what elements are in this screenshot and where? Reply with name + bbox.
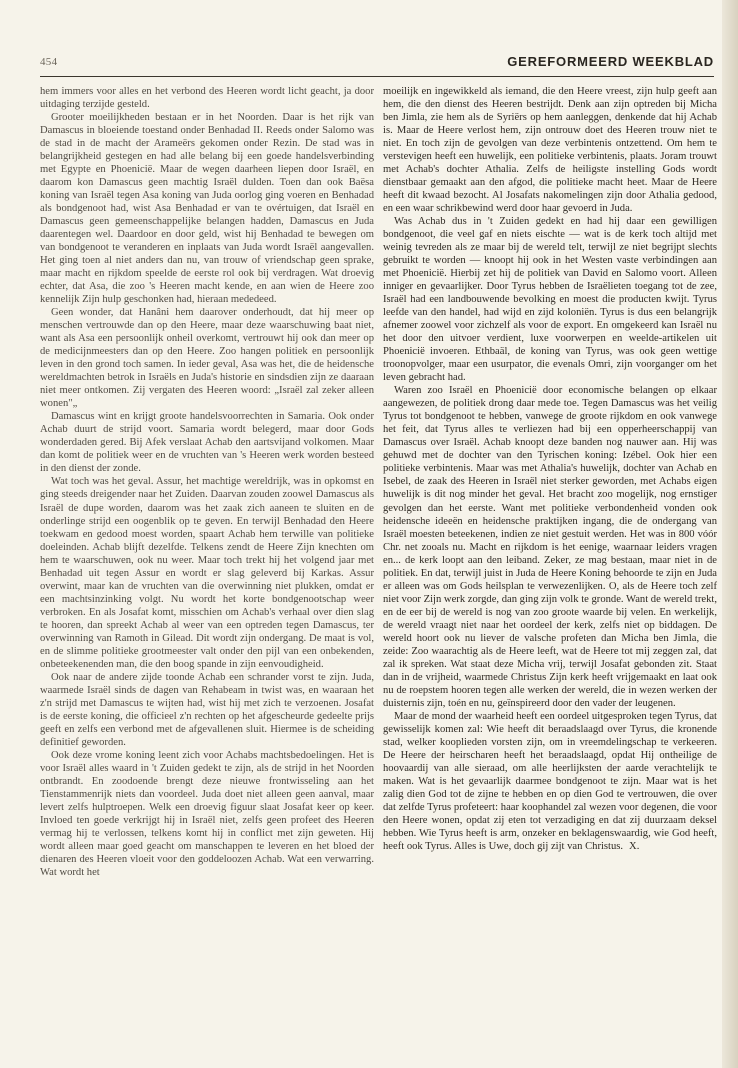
running-header — [40, 56, 714, 78]
left-column — [40, 85, 374, 879]
paragraph: Wat toch was het geval. Assur, het machtige wereldrijk, was in opkomst en ging steeds dreigender naar het Zuiden. Daarvan zouden zoowel Damascus als Israël de dupe worden, daarom was het zaak zich aaneen te sluiten en de onderlinge strijd een oogenblik op te geven. En terwijl Benhadad den Heere toekwam en gedood moest worden, spaart Achab hem terwille van politieke doeleinden. Achab blijft dezelfde. Telkens zendt de Heere Zijn knechten om hem te waarschuwen, ook nu weer. Maar toch trekt hij het volgend jaar met Benhadad uit tegen Assur en wordt er slag geleverd bij Karkas. Assur overwint, maar kan de vruchten van die overwinning niet plukken, omdat er een machtsinzinking volgt. Nu wordt het korte bondgenootschap weer verbroken. En als Josafat komt, misschien om Achab's verhaal over dien slag te hooren, dan spreekt Achab al weer van een optreden tegen Damascus, ter overwinning van Ramoth in Gilead. Dit wordt zijn ondergang. De maat is vol, en de slimme politieke grootmeester valt onder den pijl van een onbekenden, onbeteekenenden man, die den boog spande in zijn eenvoudigheid. — [40, 476, 374, 670]
paragraph: Grooter moeilijkheden bestaan er in het Noorden. Daar is het rijk van Damascus in bloeiende toestand onder Benhadad II. Reeds onder Salomo was de stad in de macht der Arameërs gekomen onder Rezin. De stad was in belangrijkheid gestegen en had alle belang bij een goede handelsverbinding met Egypte en Phoenicië. Maar de wegen daarheen liepen door Israël, en daarom kon Damascus geen machtig Israël dulden. Toen dan ook Baësa koning van Israël tegen Asa koning van Juda oorlog ging voeren en Benhadad als bondgenoot had, wist Asa Benhadad er van te ovértuigen, dat Israël en Damascus geen gemeenschappelijke belangen hadden, Damascus en Juda daarentegen wel. Daardoor en door geld, wist hij Benhadad te bewegen om van bondgenoot te veranderen en inplaats van Juda wordt Israël aangevallen. Het ging toen al niet anders dan nu, van trouw of vriendschap geen sprake, maar macht en rijkdom speelde de eerste rol ook bij verdragen. Wat droevig echter, dat Asa, die zoo 's Heeren macht kende, en aan wien de Heere zoo kennelijk Zijn hulp geschonken had, hieraan mededeed. — [40, 112, 374, 306]
journal-title: GEREFORMEERD WEEKBLAD — [507, 54, 714, 69]
paragraph: hem immers voor alles en het verbond des Heeren wordt licht geacht, ja door uitdaging terzijde gesteld. — [40, 86, 374, 111]
paragraph: Ook naar de andere zijde toonde Achab een schrander vorst te zijn. Juda, waarmede Israël sinds de dagen van Rehabeam in twist was, en waaraan het z'n strijd met Damascus te wijten had, wist hij met zich te verzoenen. Josafat is de eerste koning, die officieel z'n rechten op het afgescheurde gedeelte prijs geeft en zelfs een verbond met de afgevallenen sluit. Hiermee is de scheiding definitief geworden. — [40, 671, 374, 748]
author-signature: X. — [629, 840, 640, 852]
paragraph: Was Achab dus in 't Zuiden gedekt en had hij daar een gewilligen bondgenoot, die veel gaf en niets eischte — wat is de kerk toch altijd met weinig tevreden als ze maar bij de wereld telt, terwijl ze niet begrijpt slechts gebruikt te worden — knoopt hij ook in het Westen vaste verbindingen aan met Phoenicië. Hierbij zet hij de politiek van David en Salomo voort. Alleen inniger en gevaarlijker. Door Tyrus hebben de Israëlieten toegang tot de zee, Israël had een landbouwende bevolking en moest die producten kwijt. Tyrus leefde van den handel, had wijd en zijd koloniën. Tyrus is dus een belangrijk afnemer zoowel voor zichzelf als voor de export. En omgekeerd kan Israël nu het door den uitvoer verdient, luxe voorwerpen en weelde-artikelen uit Phoenicië invoeren. Ethbaäl, de koning van Tyrus, was ook geen wettige troonopvolger, maar een usurpator, die evenals Omri, zijn voorganger om het leven gebracht had. — [383, 216, 717, 384]
paragraph — [383, 710, 717, 853]
closing-paragraph-text: Maar de mond der waarheid heeft een oordeel uitgesproken tegen Tyrus, dat gewisselijk komen zal: Wie heeft dit beraadslaagd over Tyrus, die kronende stad, welker kooplieden vorsten zijn, om in vreemdelingschap te verkeeren. De Heere der heirscharen heeft het beraadslaagd, opdat Hij ontheilige de hoovaardij van alle sieraad, om alle heerlijksten der aarde verachtelijk te maken. Wat is het gevaarlijk daarmee bondgenoot te zijn. Maar wat is het zalig dien God tot de zijne te hebben en op dien God te vertrouwen, die over dat zelfde Tyrus profeteert: haar koophandel zal wezen voor degenen, die voor den Heere wonen, opdat zij eten tot verzadiging en dat zij duurzaam deksel hebben. Wie Tyrus heeft is arm, onzeker en beklagenswaardig, wie God heeft, heeft ook Tyrus. Alles is Uwe, doch gij zijt van Christus. — [383, 710, 717, 852]
header-rule — [40, 76, 714, 77]
paragraph: moeilijk en ingewikkeld als iemand, die den Heere vreest, zijn hulp geeft aan hem, die den dienst des Heeren bestrijdt. Denk aan zijn optreden bij Micha ben Jimla, zie hem als de Syriërs op hem aanleggen, denkende dat hij Achab is. Maar de Heere verlost hem, zijn ontrouw doet des Heeren trouw niet te niet. En toch zijn de gevolgen van deze verbintenis ontzettend. Om hem te verstevigen heeft een huwelijk, een politieke verbintenis, plaats. Joram trouwt met Achab's dochter Athalia. Zelfs de heiligste instelling Gods wordt dienstbaar gemaakt aan den afgod, die politieke macht heet. Maar de Heere heeft dit kwaad bezocht. Al Josafats nakomelingen zijn door Athalia gedood, en een waar schrikbewind werd door haar gevoerd in Juda. — [383, 86, 717, 215]
paragraph: Waren zoo Israël en Phoenicië door economische belangen op elkaar aangewezen, de politiek drong daar mede toe. Tegen Damascus was het veilig Tyrus tot bondgenoot te hebben, vanwege de groote rijkdom en ook vanwege het feit, dat Tyrus alles te verliezen had bij een opperheerschappij van Damascus over Israël. Achab knoopt deze banden nog nauwer aan. Hij was gehuwd met de dochter van den Tyrischen koning: Izébel. Ook hier een politieke verbintenis. Maar was met Athalia's huwelijk, dochter van Achab en Isebel, de zaak des Heeren in Israël niet sterker geworden, met Achabs eigen huwelijk is dit nog minder het geval. Het bracht zoo mogelijk, nog ernstiger gevolgen dan het eerste. Want met politieke verbondenheid vonden ook heidensche ideeën en heidensche praktijken ingang, die de ondergang van Israël moesten beteekenen, indien ze niet gestuit werden. Het was in 800 vóór Chr. net zooals nu. Macht en rijkdom is het eenige, waarnaar leiders vragen en... de kerk loopt aan den leiband. Zeker, ze mag bestaan, maar niet in de politiek. En dat, terwijl juist in Juda de Heere Koning behoorde te zijn en Juda er alleen was om Gods heilsplan te verwezenlijken. O, als de Heere toch zelf niet voor Zijn werk zorgde, dan ging zijn volk te gronde. Want de wereld trekt, en de eer bij de wereld is nog van zoo groote waarde bij velen. En werkelijk, de wereld vraagt niet naar het oordeel der kerk, zelfs niet op biddagen. De wereld hoort ook nu liever de valsche profeten dan Micha ben Jimla, die zeide: Zoo waarachtig als de Heere leeft, wat de Heere tot mij zeggen zal, dat zal ik spreken. Wat staat deze Micha vrij, terwijl Josafat gebonden zit. Staat dan in de vrijheid, waarmede Christus Zijn kerk heeft vrijgemaakt en laat ook nu de roepstem hooren tegen alle werken der wereld, die in wezen werken der duisternis zijn, toén en nu, geïnspireerd door den vader der leugenen. — [383, 385, 717, 709]
page-number: 454 — [40, 56, 58, 68]
page-spine-shadow — [722, 0, 738, 1068]
paragraph: Geen wonder, dat Hanâni hem daarover onderhoudt, dat hij meer op menschen vertrouwde dan op den Heere, maar deze waarschuwing baat niet, want als Asa een persoonlijk onheil overkomt, vertrouwt hij ook dan meer op de medicijnmeesters dan op den Heere. Zoo hangen politiek en persoonlijk leven in den grond toch samen. In ieder geval, Asa was het, die de heidensche wereldmachten betrok in Israëls en Juda's historie en sindsdien zijn ze daaraan niet meer ontkomen. Zij vergaten des Heeren woord: „Israël zal zeker alleen wonen"„ — [40, 307, 374, 410]
paragraph: Damascus wint en krijgt groote handelsvoorrechten in Samaria. Ook onder Achab duurt de strijd voort. Samaria wordt belegerd, maar door Gods wonderdaden gered. Bij Afek verslaat Achab den aartsvijand volkomen. Maar dan komt de politiek weer en de vruchten van 's Heeren werk worden besteed in den dienst der zonde. — [40, 411, 374, 475]
right-column — [383, 85, 717, 853]
paragraph: Ook deze vrome koning leent zich voor Achabs machtsbedoelingen. Het is voor Israël alles waard in 't Zuiden gedekt te zijn, als de strijd in het Noorden ontbrandt. En zoodoende brengt deze nieuwe frontwisseling aan het Tienstammenrijk niets dan voordeel. Juda doet niet alleen geen aanval, maar levert zelfs hulptroepen. Welk een droevig figuur slaat Josafat keer op keer. Invloed ten goede verkrijgt hij in Israël niet, zelfs geen profeet des Heeren vermag hij te verlossen, telkens komt hij in conflict met zijn geweten. Hij wordt alleen maar goed geacht om manschappen te leveren en het bloed der dienaren des Heeren vloeit voor den goddeloozen Achab. Wat een verwarring. Wat wordt het — [40, 749, 374, 878]
